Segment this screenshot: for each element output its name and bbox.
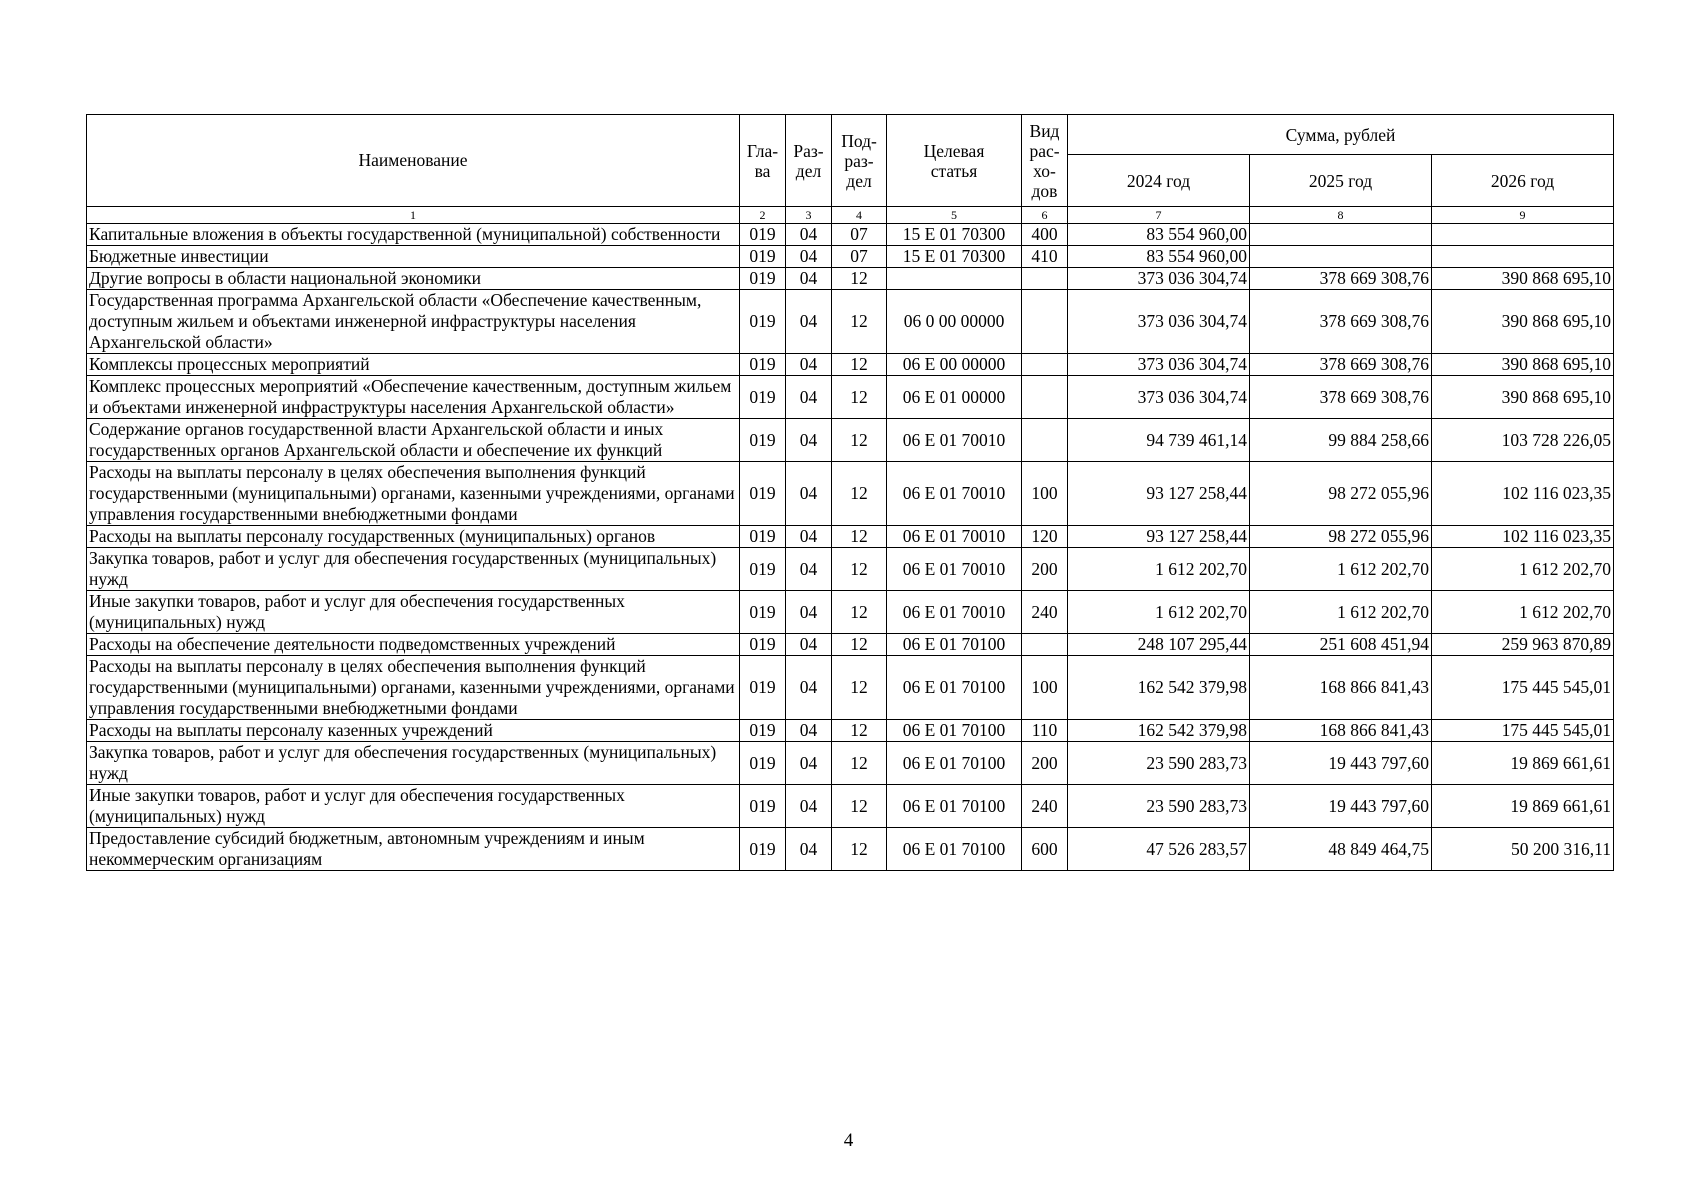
table-row bbox=[87, 462, 1614, 526]
cell-tselevaya: 06 Е 01 70010 bbox=[887, 526, 1022, 548]
cell-2025: 378 669 308,76 bbox=[1250, 354, 1432, 376]
cell-glava: 019 bbox=[740, 591, 786, 634]
cell-glava: 019 bbox=[740, 290, 786, 354]
header-2025: 2025 год bbox=[1250, 155, 1432, 207]
table-row bbox=[87, 290, 1614, 354]
header-2026: 2026 год bbox=[1432, 155, 1614, 207]
cell-vid: 200 bbox=[1022, 742, 1068, 785]
cell-2026: 50 200 316,11 bbox=[1432, 828, 1614, 871]
budget-table bbox=[86, 114, 1614, 871]
cell-glava: 019 bbox=[740, 742, 786, 785]
cell-razdel: 04 bbox=[786, 268, 832, 290]
header-razdel-text: Раз- дел bbox=[793, 140, 824, 181]
table-row bbox=[87, 246, 1614, 268]
cell-name: Комплекс процессных мероприятий «Обеспечение качественным, доступным жильем и объектами инженерной инфраструктуры населения Архангельской области» bbox=[87, 376, 740, 419]
cell-tselevaya: 06 Е 01 70100 bbox=[887, 742, 1022, 785]
cell-2024: 248 107 295,44 bbox=[1068, 634, 1250, 656]
cell-2026 bbox=[1432, 224, 1614, 246]
cell-tselevaya: 06 Е 01 70100 bbox=[887, 785, 1022, 828]
cell-2024: 373 036 304,74 bbox=[1068, 268, 1250, 290]
cell-2025: 1 612 202,70 bbox=[1250, 591, 1432, 634]
cell-vid: 100 bbox=[1022, 656, 1068, 720]
cell-razdel: 04 bbox=[786, 548, 832, 591]
header-summa: Сумма, рублей bbox=[1068, 115, 1614, 155]
column-number: 9 bbox=[1432, 207, 1614, 224]
cell-vid: 240 bbox=[1022, 591, 1068, 634]
cell-tselevaya: 06 Е 01 00000 bbox=[887, 376, 1022, 419]
cell-tselevaya: 06 Е 01 70010 bbox=[887, 419, 1022, 462]
cell-2026: 19 869 661,61 bbox=[1432, 785, 1614, 828]
table-row bbox=[87, 354, 1614, 376]
cell-2024: 162 542 379,98 bbox=[1068, 720, 1250, 742]
cell-tselevaya: 06 Е 01 70100 bbox=[887, 656, 1022, 720]
cell-name: Закупка товаров, работ и услуг для обеспечения государственных (муниципальных) нужд bbox=[87, 742, 740, 785]
cell-2025: 251 608 451,94 bbox=[1250, 634, 1432, 656]
cell-glava: 019 bbox=[740, 462, 786, 526]
cell-2026 bbox=[1432, 246, 1614, 268]
cell-name: Расходы на выплаты персоналу в целях обеспечения выполнения функций государственными (муниципальными) органами, казенными учреждениями, органами управления государственными внебюджетными фондами bbox=[87, 656, 740, 720]
cell-podrazdel: 12 bbox=[832, 656, 887, 720]
cell-2024: 1 612 202,70 bbox=[1068, 591, 1250, 634]
cell-razdel: 04 bbox=[786, 742, 832, 785]
cell-glava: 019 bbox=[740, 548, 786, 591]
cell-2025: 99 884 258,66 bbox=[1250, 419, 1432, 462]
cell-name: Другие вопросы в области национальной экономики bbox=[87, 268, 740, 290]
cell-tselevaya: 06 Е 00 00000 bbox=[887, 354, 1022, 376]
cell-podrazdel: 12 bbox=[832, 419, 887, 462]
cell-glava: 019 bbox=[740, 828, 786, 871]
table-row bbox=[87, 828, 1614, 871]
cell-tselevaya: 15 Е 01 70300 bbox=[887, 224, 1022, 246]
cell-2025: 378 669 308,76 bbox=[1250, 268, 1432, 290]
cell-2025: 378 669 308,76 bbox=[1250, 290, 1432, 354]
table-row bbox=[87, 720, 1614, 742]
cell-2026: 1 612 202,70 bbox=[1432, 548, 1614, 591]
cell-2024: 93 127 258,44 bbox=[1068, 462, 1250, 526]
table-row bbox=[87, 419, 1614, 462]
cell-name: Закупка товаров, работ и услуг для обеспечения государственных (муниципальных) нужд bbox=[87, 548, 740, 591]
column-number: 7 bbox=[1068, 207, 1250, 224]
cell-podrazdel: 12 bbox=[832, 828, 887, 871]
cell-tselevaya: 06 Е 01 70010 bbox=[887, 548, 1022, 591]
table-row bbox=[87, 742, 1614, 785]
cell-vid: 200 bbox=[1022, 548, 1068, 591]
cell-vid: 600 bbox=[1022, 828, 1068, 871]
cell-2024: 373 036 304,74 bbox=[1068, 354, 1250, 376]
table-row bbox=[87, 591, 1614, 634]
cell-vid bbox=[1022, 354, 1068, 376]
cell-2024: 47 526 283,57 bbox=[1068, 828, 1250, 871]
cell-vid: 400 bbox=[1022, 224, 1068, 246]
cell-2026: 390 868 695,10 bbox=[1432, 354, 1614, 376]
cell-glava: 019 bbox=[740, 354, 786, 376]
cell-razdel: 04 bbox=[786, 290, 832, 354]
cell-podrazdel: 07 bbox=[832, 224, 887, 246]
cell-2024: 373 036 304,74 bbox=[1068, 290, 1250, 354]
column-numbers-row bbox=[87, 207, 1614, 224]
table-row bbox=[87, 634, 1614, 656]
cell-2026: 103 728 226,05 bbox=[1432, 419, 1614, 462]
cell-glava: 019 bbox=[740, 634, 786, 656]
cell-razdel: 04 bbox=[786, 828, 832, 871]
cell-2025: 19 443 797,60 bbox=[1250, 742, 1432, 785]
cell-name: Расходы на выплаты персоналу казенных учреждений bbox=[87, 720, 740, 742]
cell-name: Бюджетные инвестиции bbox=[87, 246, 740, 268]
cell-tselevaya: 15 Е 01 70300 bbox=[887, 246, 1022, 268]
column-number: 5 bbox=[887, 207, 1022, 224]
cell-tselevaya bbox=[887, 268, 1022, 290]
cell-name: Государственная программа Архангельской области «Обеспечение качественным, доступным жильем и объектами инженерной инфраструктуры населения Архангельской области» bbox=[87, 290, 740, 354]
cell-2024: 1 612 202,70 bbox=[1068, 548, 1250, 591]
header-glava-text: Гла- ва bbox=[746, 140, 779, 181]
cell-vid bbox=[1022, 268, 1068, 290]
cell-2026: 390 868 695,10 bbox=[1432, 376, 1614, 419]
header-podrazdel bbox=[832, 115, 887, 207]
cell-name: Капитальные вложения в объекты государственной (муниципальной) собственности bbox=[87, 224, 740, 246]
column-number: 3 bbox=[786, 207, 832, 224]
cell-razdel: 04 bbox=[786, 376, 832, 419]
header-tselevaya-text: Целевая статья bbox=[923, 140, 985, 181]
cell-2024: 83 554 960,00 bbox=[1068, 224, 1250, 246]
cell-2026: 19 869 661,61 bbox=[1432, 742, 1614, 785]
cell-glava: 019 bbox=[740, 376, 786, 419]
table-row bbox=[87, 548, 1614, 591]
table-body bbox=[87, 224, 1614, 871]
cell-vid: 110 bbox=[1022, 720, 1068, 742]
cell-name: Расходы на выплаты персоналу в целях обеспечения выполнения функций государственными (муниципальными) органами, казенными учреждениями, органами управления государственными внебюджетными фондами bbox=[87, 462, 740, 526]
cell-vid: 120 bbox=[1022, 526, 1068, 548]
column-number: 8 bbox=[1250, 207, 1432, 224]
cell-glava: 019 bbox=[740, 419, 786, 462]
cell-vid bbox=[1022, 376, 1068, 419]
cell-razdel: 04 bbox=[786, 656, 832, 720]
cell-podrazdel: 12 bbox=[832, 742, 887, 785]
cell-razdel: 04 bbox=[786, 785, 832, 828]
header-name: Наименование bbox=[87, 115, 740, 207]
cell-razdel: 04 bbox=[786, 591, 832, 634]
cell-2025: 1 612 202,70 bbox=[1250, 548, 1432, 591]
cell-podrazdel: 12 bbox=[832, 462, 887, 526]
cell-2025 bbox=[1250, 246, 1432, 268]
table-row bbox=[87, 785, 1614, 828]
cell-podrazdel: 12 bbox=[832, 376, 887, 419]
cell-razdel: 04 bbox=[786, 634, 832, 656]
cell-glava: 019 bbox=[740, 526, 786, 548]
header-vid bbox=[1022, 115, 1068, 207]
cell-tselevaya: 06 Е 01 70010 bbox=[887, 591, 1022, 634]
table-row bbox=[87, 268, 1614, 290]
column-number: 6 bbox=[1022, 207, 1068, 224]
cell-vid: 100 bbox=[1022, 462, 1068, 526]
cell-podrazdel: 12 bbox=[832, 634, 887, 656]
cell-name: Иные закупки товаров, работ и услуг для обеспечения государственных (муниципальных) нужд bbox=[87, 785, 740, 828]
cell-vid bbox=[1022, 634, 1068, 656]
cell-2026: 102 116 023,35 bbox=[1432, 462, 1614, 526]
cell-2024: 93 127 258,44 bbox=[1068, 526, 1250, 548]
cell-name: Расходы на выплаты персоналу государственных (муниципальных) органов bbox=[87, 526, 740, 548]
cell-podrazdel: 12 bbox=[832, 268, 887, 290]
cell-razdel: 04 bbox=[786, 246, 832, 268]
cell-glava: 019 bbox=[740, 246, 786, 268]
cell-2025 bbox=[1250, 224, 1432, 246]
cell-2026: 259 963 870,89 bbox=[1432, 634, 1614, 656]
cell-2024: 94 739 461,14 bbox=[1068, 419, 1250, 462]
cell-razdel: 04 bbox=[786, 462, 832, 526]
cell-podrazdel: 12 bbox=[832, 548, 887, 591]
cell-vid bbox=[1022, 419, 1068, 462]
cell-tselevaya: 06 0 00 00000 bbox=[887, 290, 1022, 354]
cell-2026: 175 445 545,01 bbox=[1432, 720, 1614, 742]
header-tselevaya bbox=[887, 115, 1022, 207]
cell-glava: 019 bbox=[740, 224, 786, 246]
column-number: 2 bbox=[740, 207, 786, 224]
cell-vid bbox=[1022, 290, 1068, 354]
cell-glava: 019 bbox=[740, 268, 786, 290]
cell-tselevaya: 06 Е 01 70100 bbox=[887, 720, 1022, 742]
column-number: 4 bbox=[832, 207, 887, 224]
header-podrazdel-text: Под- раз- дел bbox=[841, 130, 877, 191]
cell-name: Комплексы процессных мероприятий bbox=[87, 354, 740, 376]
cell-podrazdel: 12 bbox=[832, 354, 887, 376]
cell-2024: 83 554 960,00 bbox=[1068, 246, 1250, 268]
cell-podrazdel: 12 bbox=[832, 785, 887, 828]
cell-glava: 019 bbox=[740, 785, 786, 828]
cell-vid: 410 bbox=[1022, 246, 1068, 268]
header-2024: 2024 год bbox=[1068, 155, 1250, 207]
cell-podrazdel: 12 bbox=[832, 526, 887, 548]
cell-razdel: 04 bbox=[786, 224, 832, 246]
cell-razdel: 04 bbox=[786, 419, 832, 462]
cell-vid: 240 bbox=[1022, 785, 1068, 828]
cell-2025: 19 443 797,60 bbox=[1250, 785, 1432, 828]
column-number: 1 bbox=[87, 207, 740, 224]
cell-2025: 168 866 841,43 bbox=[1250, 656, 1432, 720]
cell-2024: 23 590 283,73 bbox=[1068, 742, 1250, 785]
cell-glava: 019 bbox=[740, 656, 786, 720]
cell-glava: 019 bbox=[740, 720, 786, 742]
cell-2025: 98 272 055,96 bbox=[1250, 526, 1432, 548]
cell-2024: 162 542 379,98 bbox=[1068, 656, 1250, 720]
cell-razdel: 04 bbox=[786, 526, 832, 548]
cell-tselevaya: 06 Е 01 70010 bbox=[887, 462, 1022, 526]
cell-2025: 48 849 464,75 bbox=[1250, 828, 1432, 871]
cell-2026: 390 868 695,10 bbox=[1432, 268, 1614, 290]
cell-podrazdel: 12 bbox=[832, 720, 887, 742]
cell-podrazdel: 12 bbox=[832, 290, 887, 354]
cell-razdel: 04 bbox=[786, 354, 832, 376]
table-row bbox=[87, 376, 1614, 419]
cell-2026: 102 116 023,35 bbox=[1432, 526, 1614, 548]
header-glava bbox=[740, 115, 786, 207]
cell-podrazdel: 07 bbox=[832, 246, 887, 268]
cell-2026: 390 868 695,10 bbox=[1432, 290, 1614, 354]
cell-name: Иные закупки товаров, работ и услуг для обеспечения государственных (муниципальных) нужд bbox=[87, 591, 740, 634]
cell-2025: 168 866 841,43 bbox=[1250, 720, 1432, 742]
cell-2024: 23 590 283,73 bbox=[1068, 785, 1250, 828]
cell-name: Предоставление субсидий бюджетным, автономным учреждениям и иным некоммерческим организациям bbox=[87, 828, 740, 871]
table-row bbox=[87, 656, 1614, 720]
table-row bbox=[87, 224, 1614, 246]
cell-razdel: 04 bbox=[786, 720, 832, 742]
cell-2024: 373 036 304,74 bbox=[1068, 376, 1250, 419]
cell-name: Расходы на обеспечение деятельности подведомственных учреждений bbox=[87, 634, 740, 656]
cell-tselevaya: 06 Е 01 70100 bbox=[887, 828, 1022, 871]
cell-name: Содержание органов государственной власти Архангельской области и иных государственных органов Архангельской области и обеспечение их функций bbox=[87, 419, 740, 462]
cell-2025: 378 669 308,76 bbox=[1250, 376, 1432, 419]
header-razdel bbox=[786, 115, 832, 207]
cell-2026: 175 445 545,01 bbox=[1432, 656, 1614, 720]
cell-2025: 98 272 055,96 bbox=[1250, 462, 1432, 526]
cell-2026: 1 612 202,70 bbox=[1432, 591, 1614, 634]
table-row bbox=[87, 526, 1614, 548]
cell-podrazdel: 12 bbox=[832, 591, 887, 634]
header-vid-text: Вид рас- хо- дов bbox=[1029, 120, 1060, 201]
cell-tselevaya: 06 Е 01 70100 bbox=[887, 634, 1022, 656]
page-number: 4 bbox=[843, 1130, 854, 1151]
